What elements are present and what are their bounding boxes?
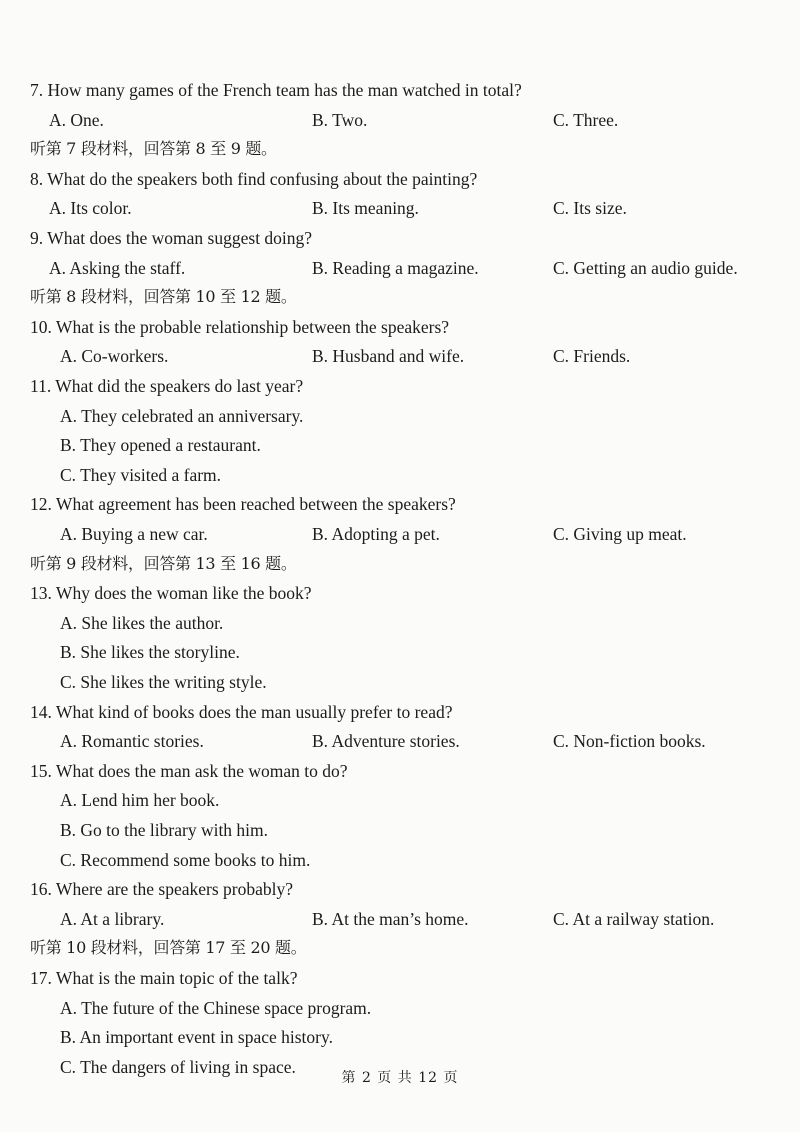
option-row: [0, 667, 800, 697]
question-row: [0, 223, 800, 253]
question-row: [0, 697, 800, 727]
option-a: A. At a library.: [60, 908, 165, 929]
option-b: B. Two.: [312, 109, 368, 130]
option-a: A. Asking the staff.: [49, 257, 186, 278]
option-c: C. Getting an audio guide.: [553, 257, 738, 278]
options-row: [0, 253, 800, 283]
option-a: A. Romantic stories.: [60, 731, 204, 752]
question-row: [0, 489, 800, 519]
option-row: [0, 608, 800, 638]
option-row: [0, 1022, 800, 1052]
option-a: A. Buying a new car.: [60, 524, 208, 544]
option-row: [0, 993, 800, 1023]
option-text: B. An important event in space history.: [60, 1027, 333, 1048]
option-b: B. Husband and wife.: [312, 346, 465, 367]
question-text: 16. Where are the speakers probably?: [30, 879, 294, 900]
option-row: [0, 845, 800, 875]
question-row: [0, 756, 800, 786]
option-text: B. They opened a restaurant.: [60, 435, 261, 456]
option-b: B. Reading a magazine.: [312, 257, 479, 278]
option-text: C. She likes the writing style.: [60, 672, 267, 692]
question-row: [0, 371, 800, 401]
option-c: C. Friends.: [553, 346, 631, 367]
options-row: [0, 105, 800, 135]
option-c: C. At a railway station.: [553, 908, 715, 929]
question-row: [0, 963, 800, 993]
option-a: A. Its color.: [49, 198, 132, 219]
options-row: [0, 193, 800, 223]
question-row: [0, 874, 800, 904]
question-text: 17. What is the main topic of the talk?: [30, 968, 298, 988]
option-text: A. They celebrated an anniversary.: [60, 405, 304, 426]
option-text: A. The future of the Chinese space program.: [60, 997, 372, 1018]
option-row: [0, 637, 800, 667]
option-text: B. She likes the storyline.: [60, 642, 240, 663]
option-text: B. Go to the library with him.: [60, 820, 269, 840]
option-b: B. Its meaning.: [312, 198, 419, 219]
option-c: C. Non-fiction books.: [553, 731, 706, 752]
section-row: [0, 549, 800, 579]
option-row: [0, 815, 800, 845]
question-text: 11. What did the speakers do last year?: [30, 376, 304, 396]
question-text: 9. What does the woman suggest doing?: [30, 228, 313, 248]
section-row: [0, 134, 800, 164]
page-footer: 第 2 页 共 12 页: [341, 1070, 459, 1086]
question-text: 10. What is the probable relationship between the speakers?: [30, 316, 450, 337]
option-c: C. Three.: [553, 109, 619, 130]
section-instruction: 听第 9 段材料，回答第 13 至 16 题。: [30, 553, 297, 573]
question-text: 14. What kind of books does the man usually prefer to read?: [30, 701, 453, 722]
option-b: B. Adventure stories.: [312, 731, 460, 752]
option-c: C. Giving up meat.: [553, 524, 687, 544]
section-instruction: 听第 7 段材料，回答第 8 至 9 题。: [30, 139, 277, 159]
options-row: [0, 904, 800, 934]
options-row: [0, 341, 800, 371]
option-row: [0, 401, 800, 431]
section-row: [0, 282, 800, 312]
question-text: 12. What agreement has been reached between the speakers?: [30, 494, 456, 515]
option-b: B. At the man’s home.: [312, 908, 469, 929]
question-row: [0, 164, 800, 194]
section-instruction: 听第 8 段材料，回答第 10 至 12 题。: [30, 287, 297, 307]
section-instruction: 听第 10 段材料，回答第 17 至 20 题。: [30, 938, 307, 958]
option-text: A. She likes the author.: [60, 612, 224, 633]
question-text: 13. Why does the woman like the book?: [30, 583, 312, 604]
option-b: B. Adopting a pet.: [312, 524, 440, 544]
question-text: 8. What do the speakers both find confusing about the painting?: [30, 168, 478, 189]
options-row: [0, 519, 800, 549]
option-text: C. They visited a farm.: [60, 464, 222, 485]
option-c: C. Its size.: [553, 198, 627, 219]
option-a: A. Co-workers.: [60, 346, 169, 367]
option-text: C. Recommend some books to him.: [60, 849, 311, 870]
question-row: [0, 312, 800, 342]
options-row: [0, 726, 800, 756]
option-row: [0, 430, 800, 460]
option-a: A. One.: [49, 109, 104, 130]
section-row: [0, 933, 800, 963]
option-text: C. The dangers of living in space.: [60, 1056, 296, 1077]
question-row: [0, 75, 800, 105]
question-text: 15. What does the man ask the woman to do?: [30, 760, 348, 781]
option-row: [0, 785, 800, 815]
question-text: 7. How many games of the French team has the man watched in total?: [30, 80, 522, 100]
question-row: [0, 578, 800, 608]
option-text: A. Lend him her book.: [60, 790, 220, 811]
option-row: [0, 460, 800, 490]
